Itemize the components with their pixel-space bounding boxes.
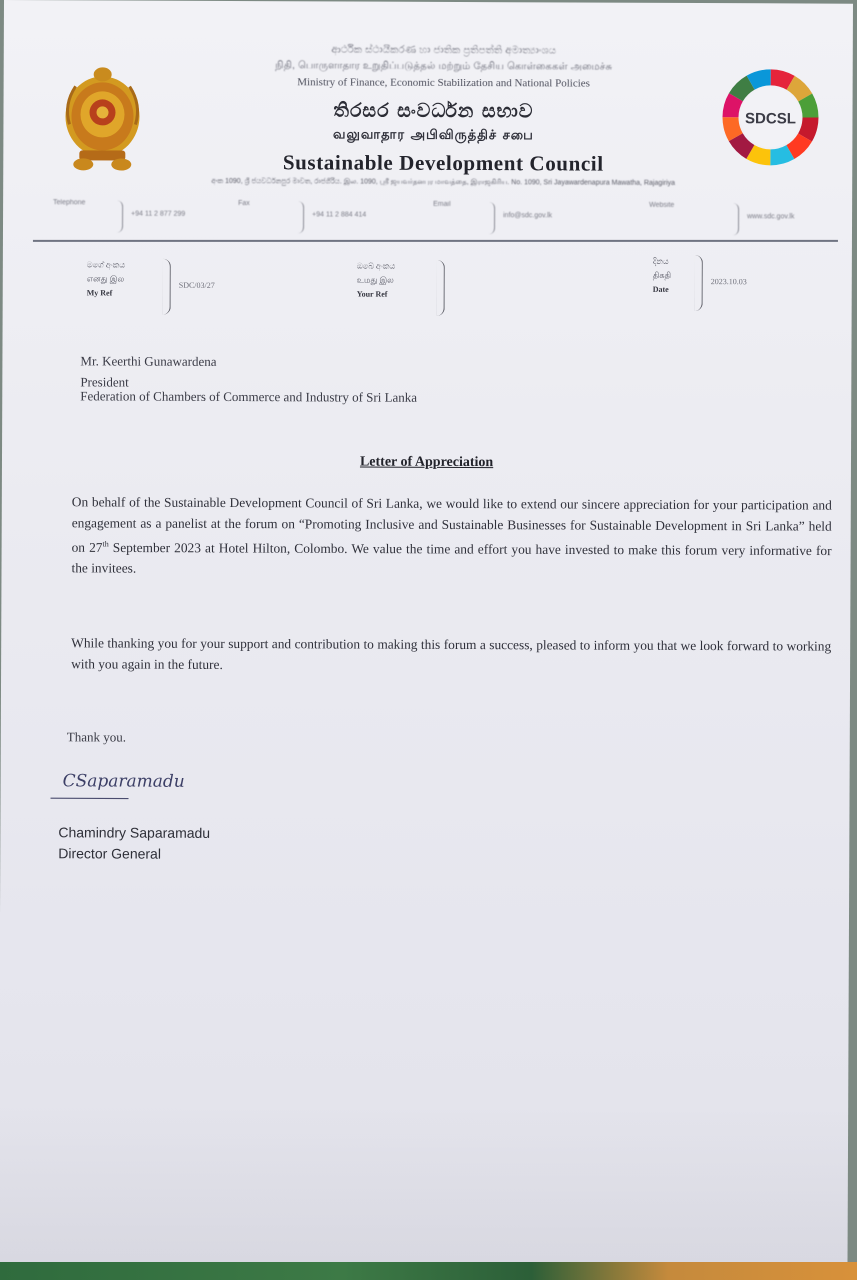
contact-website — [649, 201, 843, 242]
contact-label: Email — [433, 200, 451, 208]
date-sinhala: දිනය — [652, 256, 669, 266]
signature-scribble: CSaparamadu — [62, 771, 185, 792]
signer-name: Chamindry Saparamadu — [58, 824, 211, 841]
my-ref-sinhala: මගේ අංකය — [86, 260, 126, 270]
my-ref-tamil: எனது இல — [86, 274, 125, 284]
your-ref-sinhala: ඔබේ අංකය — [356, 261, 396, 271]
contact-label: Fax — [238, 200, 250, 208]
logo-text: SDCSL — [745, 110, 796, 128]
letter-subject: Letter of Appreciation — [359, 454, 494, 471]
sdcsl-logo-icon — [712, 65, 828, 170]
body-p1-text-cont: September 2023 at Hotel Hilton, Colombo. We value the time and effort you have invested to make this forum very informative for the invitees. — [71, 539, 832, 577]
signature-image — [46, 760, 236, 807]
contact-value: +94 11 2 884 414 — [312, 211, 367, 219]
contact-telephone — [53, 198, 243, 239]
contact-value: info@sdc.gov.lk — [503, 212, 553, 220]
date-tamil: திகதி — [652, 270, 672, 280]
your-ref-tamil: உமது இல — [356, 275, 394, 285]
body-paragraph-1 — [71, 491, 831, 582]
contact-email — [433, 200, 623, 241]
contact-value: +94 11 2 877 299 — [131, 210, 186, 218]
date-label: Date — [652, 284, 669, 294]
recipient-name: Mr. Keerthi Gunawardena — [80, 353, 217, 369]
council-tamil-title: வலுவாதார அபிவிருத்திச் சபை — [333, 127, 534, 144]
contact-row — [53, 198, 843, 241]
closing-line: Thank you. — [66, 729, 127, 745]
council-sinhala-title: තිරසර සංවර්ධන සභාව — [333, 99, 534, 123]
my-ref — [87, 258, 287, 315]
your-ref-label: Your Ref — [356, 289, 388, 299]
recipient-title: President — [80, 374, 129, 390]
ministry-english: Ministry of Finance, Economic Stabilization and National Policies — [297, 76, 590, 90]
background-strip — [0, 1262, 857, 1280]
body-p1-text: On behalf of the Sustainable Development Council of Sri Lanka, we would like to extend our sincere appreciation for your participation and engagement as a panelist at the forum on “Promoting Inclusive and Sustainable Businesses for Sustainable Development in Sri Lanka” held on 27 — [71, 494, 832, 555]
sri-lanka-emblem-icon — [61, 64, 143, 176]
my-ref-value: SDC/03/27 — [178, 280, 215, 290]
date-value: 2023.10.03 — [710, 277, 747, 287]
ministry-tamil: நிதி, பொருளாதார உறுதிப்படுத்தல் மற்றும் தேசிய கொள்கைகள் அமைச்சு — [275, 60, 613, 73]
council-english-title: Sustainable Development Council — [282, 150, 604, 176]
contact-fax — [238, 199, 428, 240]
recipient-organization: Federation of Chambers of Commerce and Industry of Sri Lanka — [80, 388, 418, 405]
ministry-sinhala: ආර්ථික ස්ථායීකරණ හා ජාතික ප්‍රතිපත්ති අමාත්‍යාංශය — [331, 44, 557, 57]
council-address: අංක 1090, ශ්‍රී ජයවර්ධනපුර මාවත, රාජගිරිය. இல. 1090, ஸ்ரீ ஜயவர்தனபுர மாவத்தை, இராஜகிரிய. No. 1090, Sri Jayawardenapura Mawatha, Rajagiriya — [211, 177, 676, 187]
header-divider — [33, 240, 838, 242]
your-ref — [357, 260, 517, 317]
date-ref — [653, 255, 813, 312]
ordinal-suffix: th — [102, 539, 109, 549]
my-ref-label: My Ref — [86, 288, 113, 298]
contact-label: Telephone — [53, 199, 86, 207]
body-paragraph-2: While thanking you for your support and contribution to making this forum a success, pleased to inform you that we look forward to working with you again in the future. — [71, 635, 832, 672]
contact-value: www.sdc.gov.lk — [747, 213, 795, 221]
contact-label: Website — [649, 201, 675, 209]
signer-title: Director General — [58, 845, 162, 862]
